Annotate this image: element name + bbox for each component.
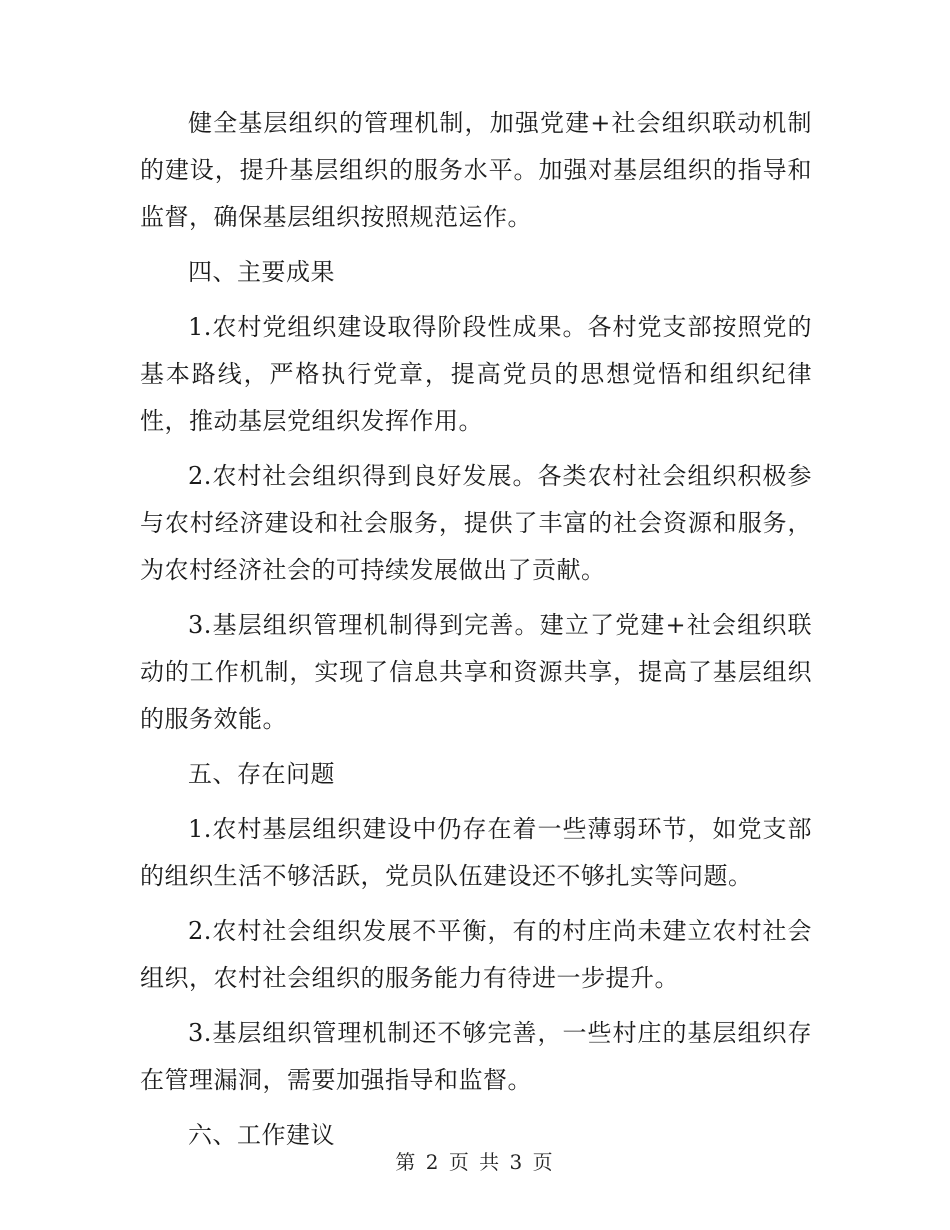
section-heading: 六、工作建议 bbox=[188, 1121, 335, 1149]
paragraph: 健全基层组织的管理机制，加强党建+社会组织联动机制的建设，提升基层组织的服务水平。加强对基层组织的指导和监督，确保基层组织按照规范运作。 bbox=[140, 109, 812, 231]
paragraph: 1.农村基层组织建设中仍存在着一些薄弱环节，如党支部的组织生活不够活跃，党员队伍建设还不够扎实等问题。 bbox=[140, 815, 812, 890]
paragraph: 3.基层组织管理机制得到完善。建立了党建+社会组织联动的工作机制，实现了信息共享和资源共享，提高了基层组织的服务效能。 bbox=[140, 611, 812, 733]
paragraph: 3.基层组织管理机制还不够完善，一些村庄的基层组织存在管理漏洞，需要加强指导和监督。 bbox=[140, 1019, 812, 1094]
page-number-footer: 第 2 页 共 3 页 bbox=[395, 1150, 555, 1174]
section-heading: 四、主要成果 bbox=[188, 258, 335, 286]
section-heading: 五、存在问题 bbox=[188, 760, 335, 788]
paragraph: 2.农村社会组织得到良好发展。各类农村社会组织积极参与农村经济建设和社会服务，提供了丰富的社会资源和服务，为农村经济社会的可持续发展做出了贡献。 bbox=[140, 462, 812, 584]
paragraph: 2.农村社会组织发展不平衡，有的村庄尚未建立农村社会组织，农村社会组织的服务能力有待进一步提升。 bbox=[140, 917, 812, 992]
paragraph: 1.农村党组织建设取得阶段性成果。各村党支部按照党的基本路线，严格执行党章，提高党员的思想觉悟和组织纪律性，推动基层党组织发挥作用。 bbox=[140, 313, 812, 435]
document-body bbox=[140, 100, 812, 1167]
